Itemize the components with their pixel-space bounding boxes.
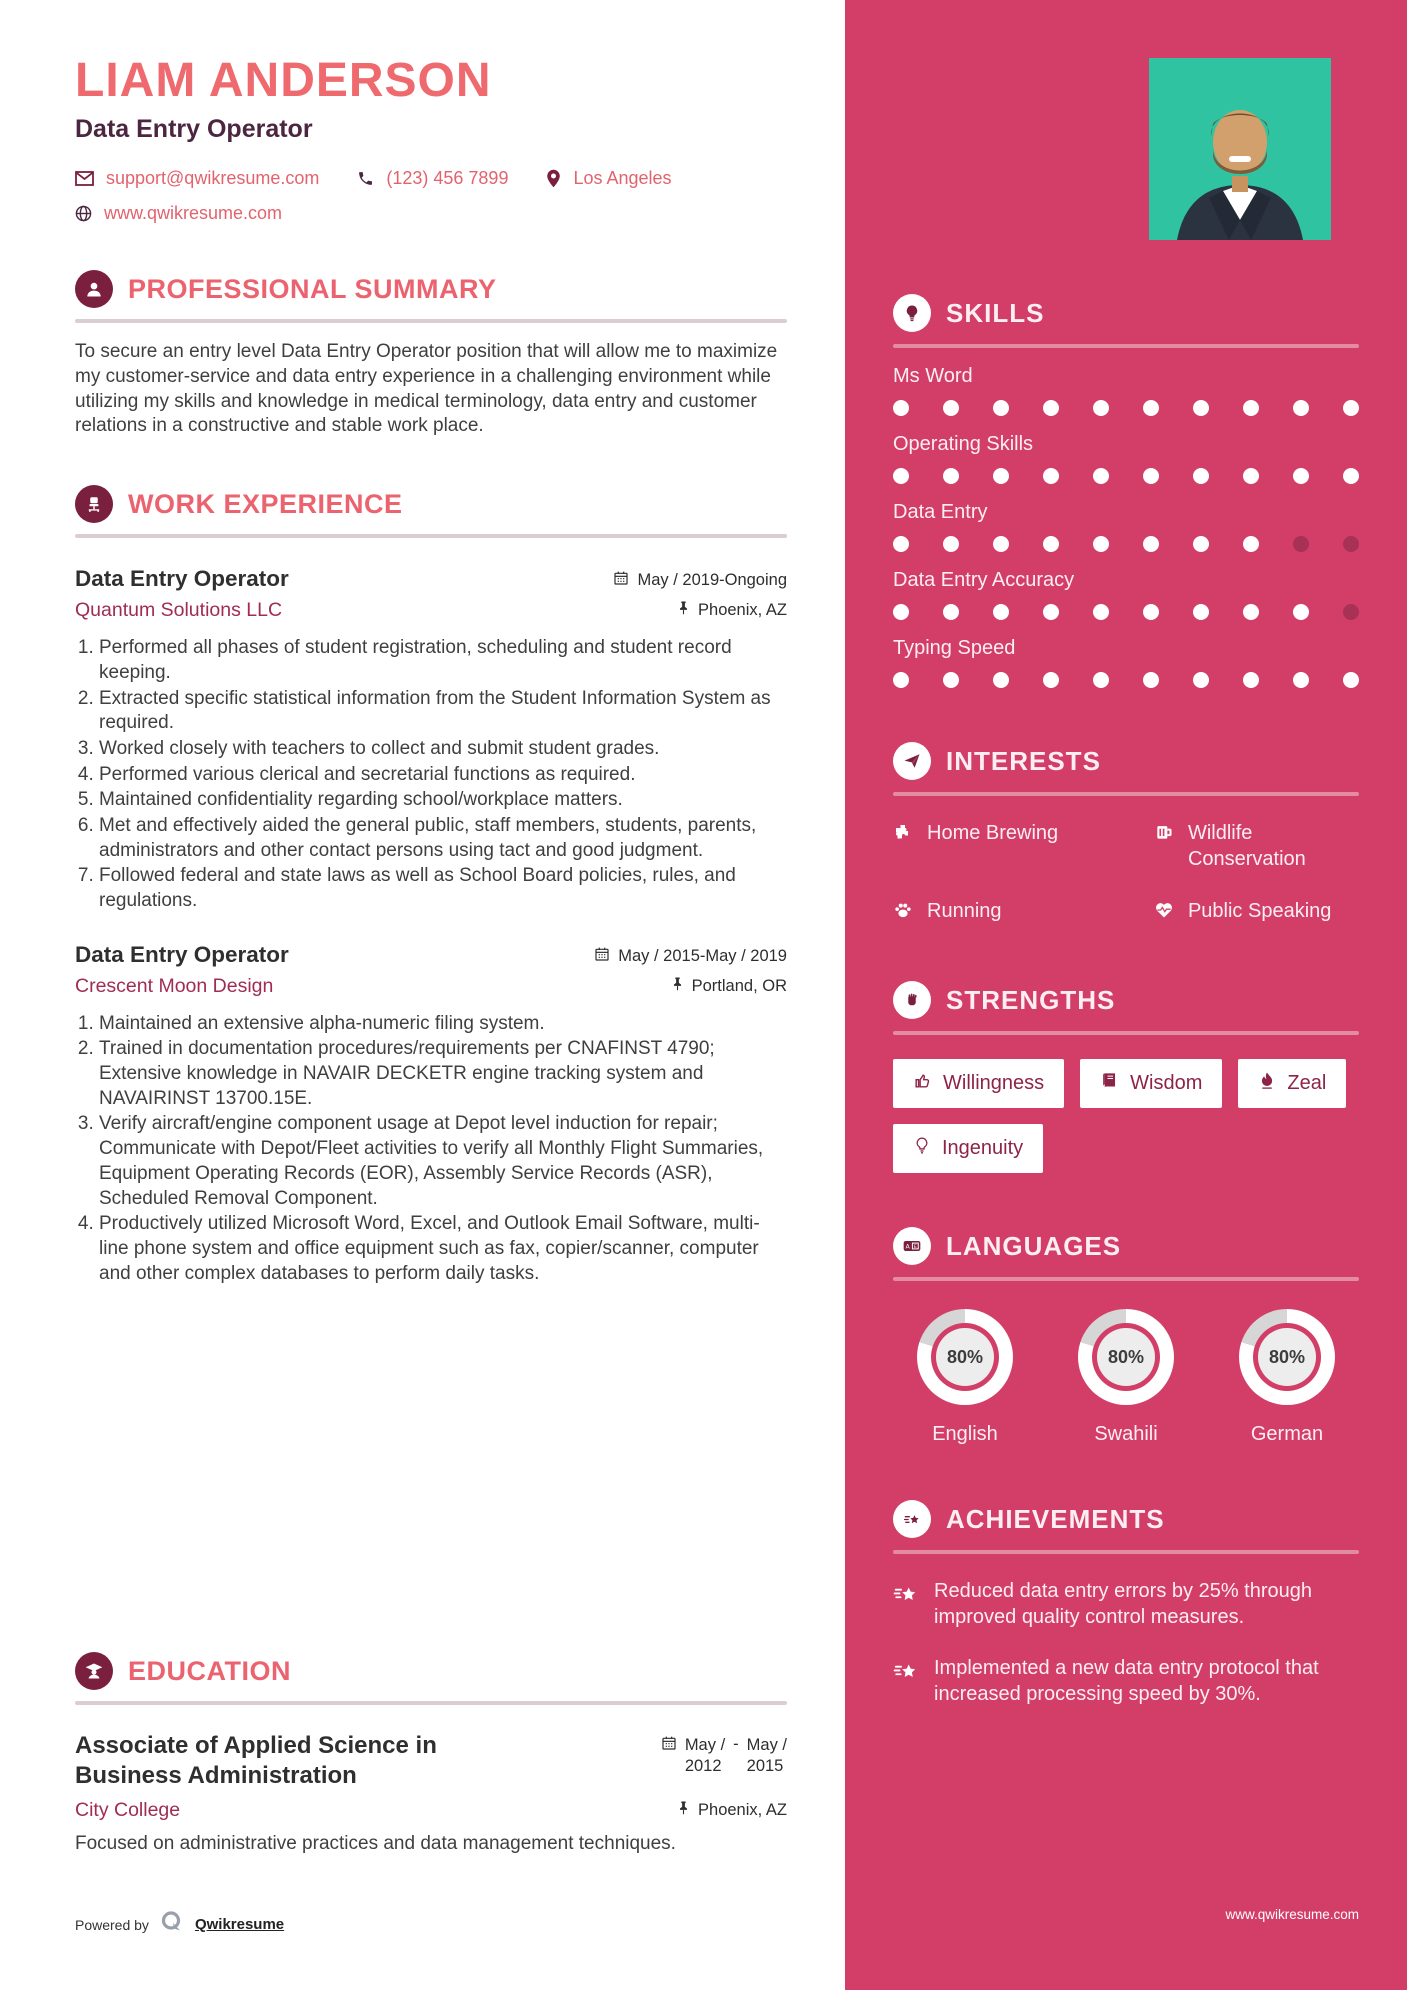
language-name: German — [1250, 1423, 1324, 1445]
pushpin-icon — [671, 976, 684, 997]
job-location: Portland, OR — [691, 976, 787, 995]
skill-dots — [893, 400, 1359, 416]
job-bullet: 4. Performed various clerical and secretarial functions as required. — [99, 763, 787, 788]
section-education — [75, 1652, 787, 1857]
skill-dot — [993, 604, 1009, 620]
shooting-star-icon — [893, 1500, 931, 1538]
skill-dot — [1293, 468, 1309, 484]
skill-dot — [1193, 672, 1209, 688]
strength-label: Wisdom — [1130, 1072, 1203, 1094]
person-role: Data Entry Operator — [75, 115, 313, 144]
sidebar-section-title: SKILLS — [946, 297, 1045, 328]
skill-dot — [1193, 400, 1209, 416]
job-location: Phoenix, AZ — [698, 601, 787, 620]
skill-dot — [1143, 400, 1159, 416]
divider — [893, 344, 1359, 348]
achievement-text: Reduced data entry errors by 25% through improved quality control measures. — [934, 1580, 1312, 1629]
sidebar-section-title: ACHIEVEMENTS — [946, 1503, 1165, 1534]
qwikresume-logo-icon — [159, 1909, 185, 1940]
sidebar-section-languages — [893, 1227, 1359, 1446]
education-entry — [75, 1731, 787, 1857]
language-item — [895, 1309, 1035, 1446]
job-entry — [75, 942, 787, 1287]
skill-row — [893, 433, 1359, 484]
skill-row — [893, 501, 1359, 552]
pushpin-icon — [677, 600, 690, 621]
qwikresume-link[interactable]: Qwikresume — [194, 1916, 285, 1933]
skill-dot — [893, 672, 909, 688]
job-bullet: 3. Verify aircraft/engine component usage at Depot level induction for repair; Communicate with Depot/Fleet activities to verify all Monthly Flight Summaries, Equipment Operating Records (EOR), Assembly Service Records (ASR), Scheduled Removal Component. — [99, 1112, 787, 1211]
skill-row — [893, 569, 1359, 620]
location-pin-icon — [546, 169, 561, 188]
date-start-bottom: 2012 — [684, 1756, 722, 1775]
skill-dot — [943, 672, 959, 688]
skill-row — [893, 637, 1359, 688]
calendar-icon — [594, 946, 610, 967]
language-percent: 80% — [1107, 1346, 1145, 1367]
paw-icon — [893, 898, 913, 927]
translate-icon — [893, 1227, 931, 1265]
beer-mug-icon — [1154, 820, 1174, 872]
skill-dots — [893, 604, 1359, 620]
right-column — [845, 0, 1407, 1990]
website-link[interactable] — [75, 203, 282, 224]
skill-dot — [1343, 400, 1359, 416]
job-bullet: 3. Worked closely with teachers to collect and submit student grades. — [99, 737, 787, 762]
location-item — [546, 168, 671, 189]
job-bullet: 1. Performed all phases of student registration, scheduling and student record keeping. — [99, 636, 787, 685]
heart-pulse-icon — [1154, 898, 1174, 927]
interest-label: Home Brewing — [927, 822, 1059, 844]
school-name: City College — [75, 1799, 181, 1822]
divider — [893, 792, 1359, 796]
skill-name: Operating Skills — [893, 433, 1034, 455]
skill-dot — [993, 672, 1009, 688]
skill-dot — [1093, 604, 1109, 620]
section-title: PROFESSIONAL SUMMARY — [128, 273, 497, 304]
email-link[interactable] — [75, 168, 319, 189]
skill-dot — [943, 468, 959, 484]
job-bullet: 7. Followed federal and state laws as well as School Board policies, rules, and regulations. — [99, 864, 787, 913]
skill-dot — [1143, 672, 1159, 688]
calendar-icon — [661, 1735, 677, 1756]
location-text: Los Angeles — [573, 168, 672, 189]
shooting-star-icon — [893, 1655, 919, 1708]
sidebar-section-title: STRENGTHS — [946, 984, 1116, 1015]
achievement-item — [893, 1578, 1359, 1631]
job-title: Data Entry Operator — [75, 941, 289, 967]
person-name: LIAM ANDERSON — [75, 54, 492, 107]
skill-dot — [1243, 536, 1259, 552]
language-item — [1056, 1309, 1196, 1446]
skill-dot — [1293, 604, 1309, 620]
date-separator: - — [733, 1735, 739, 1754]
website-text: www.qwikresume.com — [104, 203, 283, 224]
language-name: English — [932, 1423, 998, 1445]
globe-icon — [75, 205, 92, 222]
sidebar-section-title: INTERESTS — [946, 745, 1101, 776]
contact-block — [75, 168, 787, 224]
sidebar-footer-url: www.qwikresume.com — [1225, 1907, 1359, 1922]
strength-chip — [893, 1124, 1043, 1173]
phone-text: (123) 456 7899 — [386, 168, 509, 189]
svg-text:E: E — [913, 1244, 917, 1250]
skill-dot — [1093, 468, 1109, 484]
skill-dot — [993, 400, 1009, 416]
skill-dots — [893, 468, 1359, 484]
date-end-top: May / — [746, 1736, 787, 1755]
shooting-star-icon — [893, 1578, 919, 1631]
skill-row — [893, 365, 1359, 416]
divider — [75, 319, 787, 323]
job-bullet: 5. Maintained confidentiality regarding school/workplace matters. — [99, 788, 787, 813]
skill-name: Data Entry — [893, 501, 988, 523]
office-chair-icon — [75, 485, 113, 523]
skill-dot — [943, 536, 959, 552]
language-progress-ring — [1239, 1309, 1335, 1405]
job-dates: May / 2015-May / 2019 — [618, 946, 787, 965]
job-bullet: 2. Extracted specific statistical information from the Student Information System as required. — [99, 687, 787, 736]
skill-dot — [1343, 536, 1359, 552]
sidebar-section-title: LANGUAGES — [946, 1230, 1122, 1261]
pushpin-icon — [677, 1800, 690, 1821]
strength-chip — [1080, 1059, 1222, 1108]
skill-dot — [1293, 672, 1309, 688]
strength-chip — [1238, 1059, 1346, 1108]
interest-label: Running — [927, 900, 1002, 922]
skill-dot — [993, 468, 1009, 484]
graduate-icon — [75, 1652, 113, 1690]
job-company: Quantum Solutions LLC — [75, 599, 283, 622]
language-item — [1217, 1309, 1357, 1446]
book-icon — [1100, 1071, 1119, 1096]
person-icon — [75, 270, 113, 308]
language-name: Swahili — [1094, 1423, 1158, 1445]
skill-dot — [1143, 536, 1159, 552]
skill-dot — [993, 536, 1009, 552]
job-dates: May / 2019-Ongoing — [637, 571, 787, 590]
sidebar-section-skills — [893, 294, 1359, 688]
date-start-top: May / — [684, 1736, 726, 1755]
skill-dot — [943, 400, 959, 416]
lightbulb-icon — [893, 294, 931, 332]
bulb-icon — [913, 1136, 931, 1161]
header — [75, 56, 787, 224]
divider — [893, 1031, 1359, 1035]
strength-chip — [893, 1059, 1064, 1108]
sidebar-section-strengths — [893, 981, 1359, 1173]
job-bullet: 6. Met and effectively aided the general public, staff members, students, parents, administrators and other contact persons using tact and good judgment. — [99, 814, 787, 863]
skill-dots — [893, 536, 1359, 552]
divider — [893, 1277, 1359, 1281]
skill-dot — [1343, 604, 1359, 620]
interest-item — [1154, 820, 1359, 872]
flame-icon — [1258, 1071, 1276, 1096]
skill-dots — [893, 672, 1359, 688]
calendar-icon — [613, 570, 629, 591]
job-company: Crescent Moon Design — [75, 974, 274, 997]
sidebar-section-interests — [893, 742, 1359, 927]
interest-label: Public Speaking — [1187, 900, 1332, 922]
skill-dot — [1243, 400, 1259, 416]
skill-dot — [1193, 468, 1209, 484]
svg-text:A: A — [905, 1243, 910, 1251]
interest-item — [893, 898, 1154, 927]
profile-photo — [1149, 58, 1331, 240]
job-bullet-list — [75, 1012, 787, 1287]
skill-dot — [1343, 468, 1359, 484]
section-title: EDUCATION — [128, 1655, 291, 1686]
skill-dot — [1293, 400, 1309, 416]
job-title: Data Entry Operator — [75, 566, 289, 592]
skill-name: Ms Word — [893, 365, 973, 387]
skill-name: Data Entry Accuracy — [893, 569, 1075, 591]
skill-dot — [1043, 672, 1059, 688]
footer — [75, 1909, 787, 1940]
job-bullet: 2. Trained in documentation procedures/requirements per CNAFINST 4790; Extensive knowledge in NAVAIR DECKETR engine tracking system and NAVAIRINST 13700.15E. — [99, 1037, 787, 1111]
powered-by-text: Powered by — [75, 1916, 149, 1933]
puzzle-icon — [893, 820, 913, 872]
interest-label: Wildlife Conservation — [1187, 822, 1306, 870]
skill-dot — [1143, 604, 1159, 620]
skill-dot — [1193, 604, 1209, 620]
skill-dot — [1093, 672, 1109, 688]
skill-dot — [1293, 536, 1309, 552]
skill-dot — [1193, 536, 1209, 552]
skill-dot — [1043, 468, 1059, 484]
skill-dot — [1043, 536, 1059, 552]
summary-text: To secure an entry level Data Entry Operator position that will allow me to maximize my customer-service and data entry experience in a challenging environment while utilizing my skills and knowledge in medical terminology, data entry and customer relations in a constructive and stable work place. — [75, 341, 778, 437]
section-work-experience — [75, 485, 787, 1287]
languages-row — [893, 1309, 1359, 1446]
language-percent: 80% — [946, 1346, 984, 1367]
interest-item — [1154, 898, 1359, 927]
job-bullet: 4. Productively utilized Microsoft Word, Excel, and Outlook Email Software, multi-line phone system and office equipment such as fax, copier/scanner, computer and other complex databases to perform daily tasks. — [99, 1212, 787, 1286]
language-progress-ring — [917, 1309, 1013, 1405]
skill-dot — [1343, 672, 1359, 688]
skill-dot — [893, 536, 909, 552]
phone-icon — [357, 170, 374, 187]
strength-chips — [893, 1059, 1359, 1173]
degree-title: Associate of Applied Science in Business Administration — [75, 1732, 437, 1790]
job-entry — [75, 566, 787, 914]
divider — [893, 1550, 1359, 1554]
skill-dot — [943, 604, 959, 620]
skill-name: Typing Speed — [893, 637, 1016, 659]
envelope-icon — [75, 171, 94, 186]
strength-label: Ingenuity — [942, 1137, 1024, 1159]
language-progress-ring — [1078, 1309, 1174, 1405]
section-title: WORK EXPERIENCE — [128, 488, 403, 519]
phone-link[interactable] — [357, 168, 508, 189]
education-description: Focused on administrative practices and data management techniques. — [75, 1833, 676, 1855]
skill-dot — [893, 400, 909, 416]
divider — [75, 1701, 787, 1705]
skill-dot — [1243, 468, 1259, 484]
job-bullet-list — [75, 636, 787, 914]
skill-dot — [893, 604, 909, 620]
skill-dot — [1093, 400, 1109, 416]
job-bullet: 1. Maintained an extensive alpha-numeric filing system. — [99, 1012, 787, 1037]
language-percent: 80% — [1268, 1346, 1306, 1367]
skill-dot — [1043, 604, 1059, 620]
thumbs-up-icon — [913, 1071, 932, 1096]
divider — [75, 534, 787, 538]
skill-dot — [1243, 672, 1259, 688]
strength-label: Zeal — [1287, 1072, 1327, 1094]
achievement-text: Implemented a new data entry protocol that increased processing speed by 30%. — [934, 1656, 1319, 1706]
education-location: Phoenix, AZ — [698, 1801, 787, 1820]
skill-dot — [1143, 468, 1159, 484]
skill-dot — [1243, 604, 1259, 620]
fist-icon — [893, 981, 931, 1019]
interests-grid — [893, 820, 1359, 927]
achievement-item — [893, 1655, 1359, 1708]
date-end-bottom: 2015 — [746, 1756, 784, 1775]
education-dates — [661, 1731, 787, 1791]
interest-item — [893, 820, 1154, 872]
email-text: support@qwikresume.com — [106, 168, 320, 189]
strength-label: Willingness — [943, 1072, 1045, 1094]
section-professional-summary — [75, 270, 787, 439]
skill-dot — [1093, 536, 1109, 552]
paper-plane-icon — [893, 742, 931, 780]
skill-dot — [1043, 400, 1059, 416]
sidebar-section-achievements — [893, 1500, 1359, 1708]
skill-dot — [893, 468, 909, 484]
